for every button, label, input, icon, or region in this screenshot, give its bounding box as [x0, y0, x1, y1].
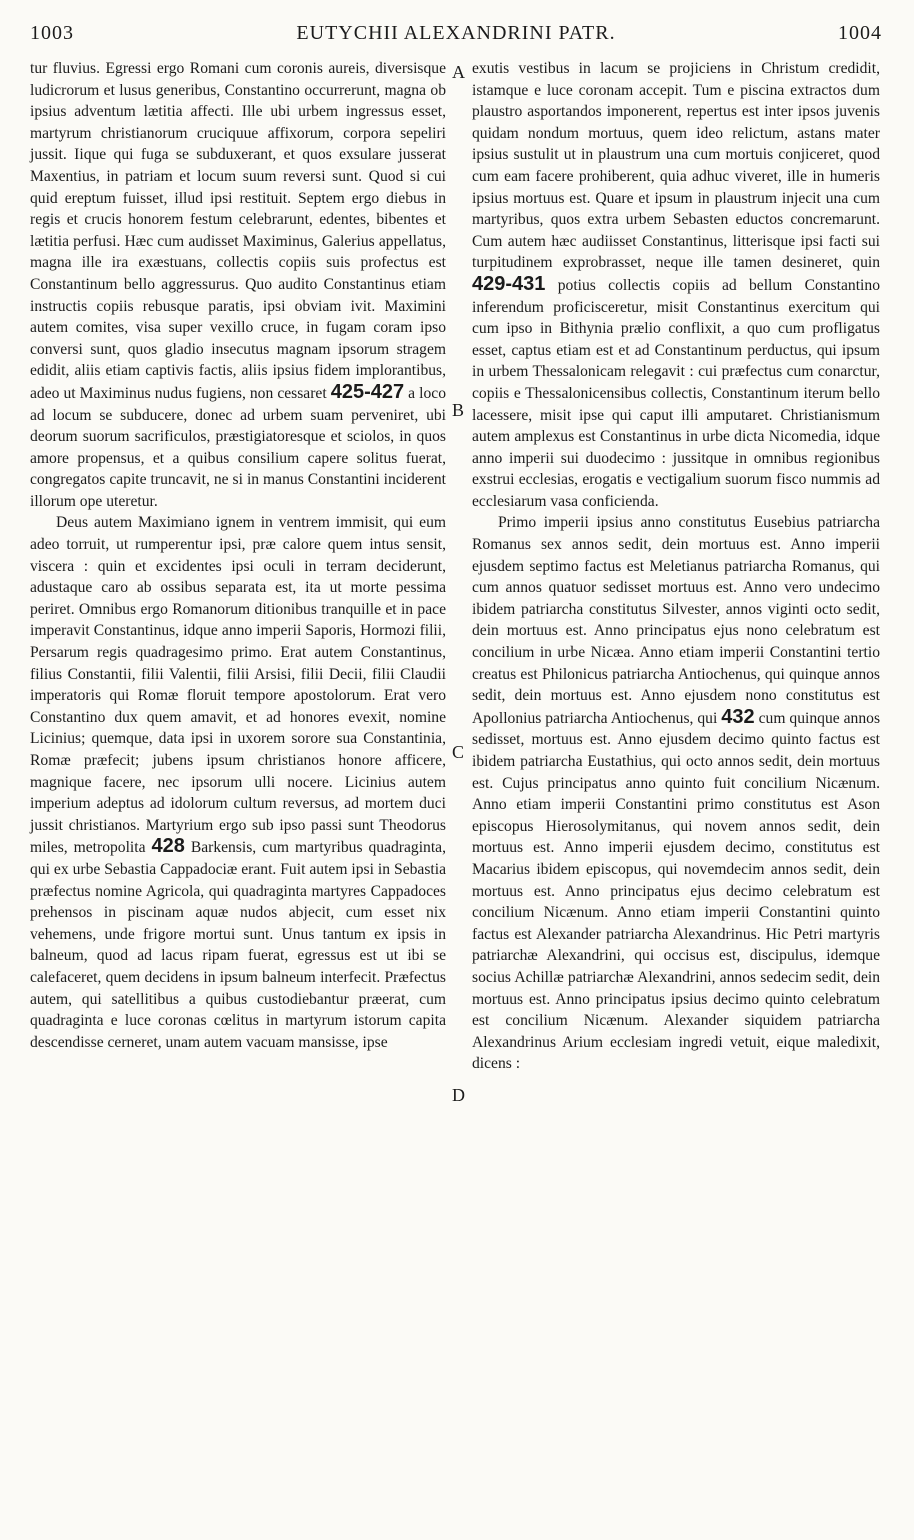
margin-marker-b: B: [452, 400, 465, 420]
paragraph-text: Primo imperii ipsius anno constitutus Eusebius patriarcha Romanus sex annos sedit, dein mortuus est. Anno imperii ejusdem septimo factus est Meletianus patriarcha Romanus, qui cum annos quatuor sedisset mortuus est. Anno vero undecimo ibidem patriarcha constitutus Silvester, annos viginti octo sedit, dein mortuus est. Anno principatus ejus nono celebratum est concilium in urbe Nicæa. Anno etiam imperii Constantini tertio creatus est Philonicus patriarcha Antiochenus, qui quinque annos sedit, dein mortuus est. Anno ejusdem nono constitutus est Apollonius patriarcha Antiochenus, qui: [472, 514, 880, 727]
paragraph: [30, 58, 446, 512]
paragraph-text: exutis vestibus in lacum se projiciens in Christum credidit, istamque e luce coronam accepit. Tum e piscina extractos dum plaustro asportandos imponerent, repertus est inter ipsos juvenis quidam nondum mortuus, quem ideo relictum, astans mater ipsius sustulit ut in plaustrum una cum mortuis conjiceret, quod cum eam facere prohiberent, quia adhuc viveret, ille in humeris ipsius mortuus est. Quare et ipsum in plaustrum injecit una cum martyribus, quos extra urbem Sebasten eductos concremarunt. Cum autem hæc audiisset Constantinus, litterisque ipsi facti sui turpitudinem exprobrasset, neque ille tamen desineret, quin: [472, 60, 880, 272]
paragraph-text: Barkensis, cum martyribus quadraginta, qui ex urbe Sebastia Cappadociæ erant. Fuit autem ipsi in Sebastia præfectus nomine Agricola, qui quadraginta martyres Cappadoces prehensos in piscinam aquæ nudos abjecit, cum esset nix vehemens, unde frigore mortui sunt. Unus tantum ex ipsis in balneum, quod ad lacus ripam fuerat, egressus est ut ibi se calefaceret, quem decidens in ipsum balneum interfecit. Præfectus autem, qui satellitibus a quibus custodiebantur præerat, cum quadraginta e luce coronas cœlitus in martyrum istorum capita descendisse cerneret, unam autem vacuam mansisse, ipse: [30, 839, 446, 1051]
column-number: 428: [151, 835, 185, 858]
column-number: 425-427: [330, 380, 405, 403]
margin-marker-c: C: [452, 742, 465, 762]
page-number-left: 1003: [30, 22, 74, 44]
running-title: EUTYCHII ALEXANDRINI PATR.: [296, 22, 616, 44]
column-number: 429-431: [472, 272, 546, 295]
paragraph: [30, 512, 446, 1053]
page-number-right: 1004: [838, 22, 882, 44]
paragraph-text: potius collectis copiis ad bellum Constantino inferendum proficisceretur, misit Constantinus exercitum qui cum ipso in Bithynia prælio conflixit, a quo cum profligatus esset, captus etiam est et ad Constantinum perductus, qui ipsum in urbem Thessalonicam relegavit : cui præfectus cum conarctur, copiis e Thessalonicensibus collectis, Constantinum iterum bello lacessere, misit ipse qui caput illi amputaret. Christianismum autem amplexus est Constantinus in urbe dicta Nicomedia, idque anno imperii sui duodecimo : jussitque in omnibus regionibus exstrui ecclesias, erogatis e vectigalium suorum fisco nummis ad ecclesiarum vasa conficienda.: [472, 276, 880, 510]
paragraph-text: cum quinque annos sedisset, mortuus est. Anno ejusdem decimo quinto factus est ibidem patriarcha Eustathius, qui octo annos sedit, dein mortuus est. Cujus principatus anno quinto fuit concilium Nicænum. Anno etiam imperii Constantini primo constitutus est Ason episcopus Hierosolymitanus, qui novem annos sedit, dein mortuus est. Anno imperii ejusdem decimo, constitutus est Macarius ibidem episcopus, qui novemdecim annos sedit, dein mortuus est. Anno principatus ejus decimo celebratum est concilium Nicænum. Anno etiam imperii Constantini quinto factus est Alexander patriarcha Alexandrinus. Hic Petri martyris patriarchæ Alexandrini, qui occisus est, discipulus, idemque socius Achillæ patriarchæ Alexandrini, annos sedecim sedit, dein mortuus est. Anno principatus ipsius decimo quinto celebratum est concilium Nicænum. Alexander siquidem patriarcha Alexandrinus Arium ecclesiam ingredi vetuit, eique maledixit, dicens :: [472, 709, 881, 1073]
paragraph: [472, 512, 880, 1074]
left-column: [30, 58, 446, 1053]
margin-marker-a: A: [452, 62, 465, 82]
page-header: [30, 22, 882, 50]
paragraph-text: a loco ad locum se subducere, donec ad urbem suam perveniret, ubi deorum suorum sacrificulos, præstigiatoresque et sciolos, in quos amore propensus, et a quibus consilium capere solitus fuerat, congregatos capite truncavit, ne si in manus Constantini inciderent illorum ope uteretur.: [30, 384, 446, 510]
right-column: [472, 58, 880, 1075]
column-number: 432: [721, 705, 755, 728]
paragraph: [472, 58, 880, 512]
paragraph-text: Deus autem Maximiano ignem in ventrem immisit, qui eum adeo torruit, ut rumperentur ipsi, præ calore quem intus sensit, viscera : quin et excidentes ipsi oculi in terram deciderunt, adustaque caro ab ossibus separata est, ita ut morte pessima periret. Omnibus ergo Romanorum ditionibus tranquille et in pace imperavit Constantinus, idque anno imperii Saporis, Hormozi filii, Persarum regis quadragesimo primo. Erat autem Constantinus, filius Constantii, filii Valentii, filii Arsisi, filii Decii, filii Claudii imperatoris qui Romæ floruit tempore apostolorum. Erat vero Constantino dux quem amavit, et ad honores evexit, nomine Licinius; quemque, data ipsi in uxorem sorore sua Constantinia, Romæ præfecit; jubens ipsum christianos honore afficere, magnique facere, nec ipsorum ulli nocere. Licinius autem imperium adeptus ad idolorum cultum reversus, ad mortem duci jussit christianos. Martyrium ergo sub ipso passi sunt Theodorus miles, metropolita: [30, 514, 446, 857]
paragraph-text: tur fluvius. Egressi ergo Romani cum coronis aureis, diversisque ludicrorum et lusus generibus, Constantino occurrerunt, magna ob ipsius adventum lætitia affecti. Ille ubi urbem ingressus esset, martyrum christianorum cruciquue affixorum, corpora sepeliri jussit. Iique qui fuga se subduxerant, et quos exsulare jusserat Maxentius, in patriam et locum suum reversi sunt. Quod si cui quid ereptum fuisset, illud ipsi restituit. Septem ergo diebus in regis et crucis honorem festum celebrarunt, edentes, bibentes et lætitia perfusi. Hæc cum audisset Maximinus, Galerius appellatus, magna ille ira exæstuans, collectis copiis suis profectus est Constantinum bello aggressurus. Quo audito Constantinus etiam instructis copiis rebusque paratis, ipsi obviam ivit. Maximini autem comites, visa super vexillo cruce, in fugam coram ipso conversi sunt, quos gladio insecutus magnam ipsorum stragem edidit, aliis etiam captivis factis, aliis ipsius fidem implorantibus, adeo ut Maximinus nudus fugiens, non cessaret: [30, 60, 446, 402]
margin-marker-d: D: [452, 1085, 465, 1105]
